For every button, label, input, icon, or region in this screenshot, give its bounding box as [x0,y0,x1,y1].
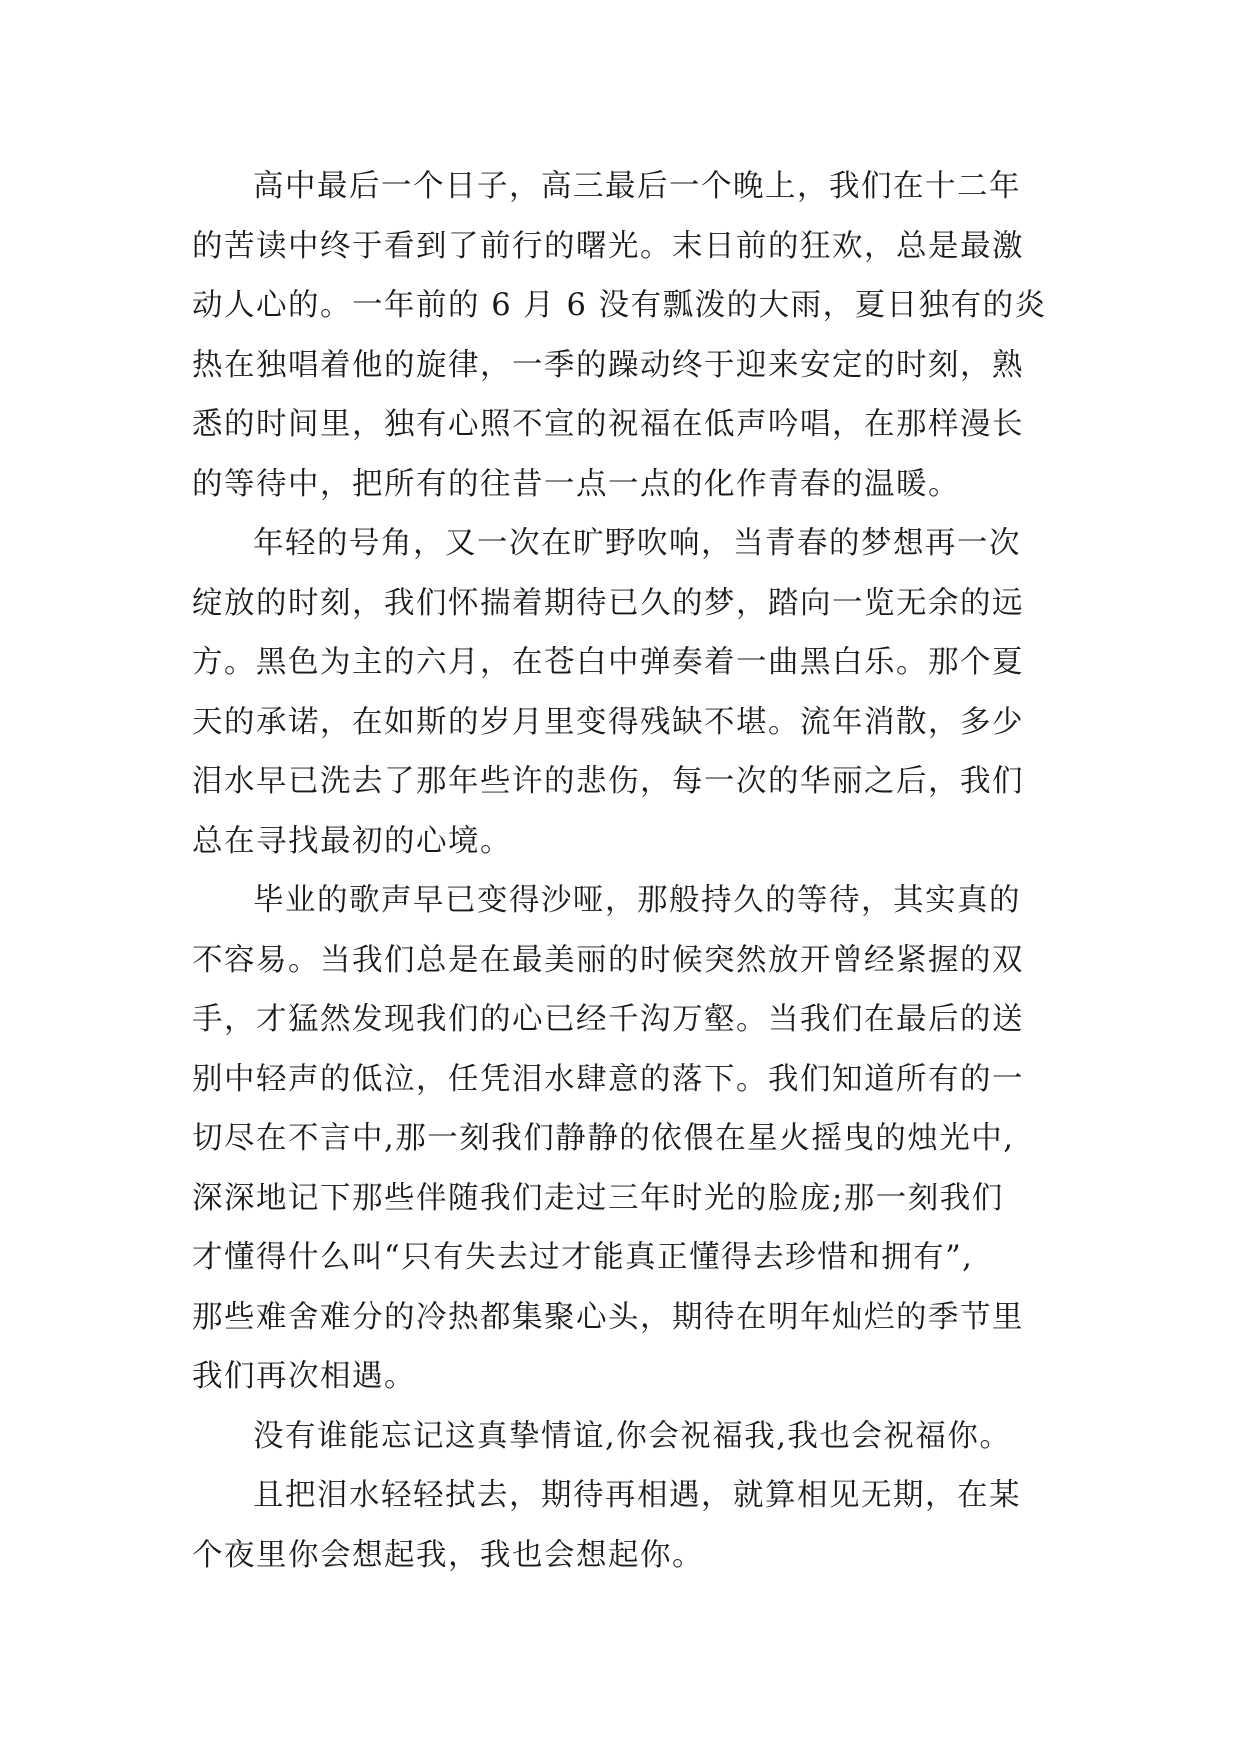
paragraph-4: 没有谁能忘记这真挚情谊,你会祝福我,我也会祝福你。 [253,1418,1012,1454]
paragraph-3: 毕业的歌声早已变得沙哑，那般持久的等待，其实真的 不容易。当我们总是在最美丽的时候突然放开曾经紧握的双 手，才猛然发现我们的心已经千沟万壑。当我们在最后的送 别中轻声的低泣，任凭泪水肆意的落下。我们知道所有的一 切尽在不言中,那一刻我们静静的依偎在星火摇曳的烛光中, 深深地记下那些伴随我们走过三年时光的脸庞;那一刻我们 才懂得什么叫“只有失去过才能真正懂得去珍惜和拥有”, 那些难舍难分的冷热都集聚心头，期待在明年灿烂的季节里 我们再次相遇。 [192,883,1024,1394]
paragraph-5: 且把泪水轻轻拭去，期待再相遇，就算相见无期，在某 个夜里你会想起我，我也会想起你。 [192,1478,1021,1573]
paragraph-1: 高中最后一个日子，高三最后一个晚上，我们在十二年 的苦读中终于看到了前行的曙光。末日前的狂欢，总是最激 动人心的。一年前的 6 月 6 没有瓢泼的大雨，夏日独有的炎 热在独唱着他的旋律，一季的躁动终于迎来安定的时刻，熟 悉的时间里，独有心照不宣的祝福在低声吟唱，在那样漫长 的等待中，把所有的往昔一点一点的化作青春的温暖。 [192,169,1047,502]
document-body [192,157,1052,1585]
paragraph-2: 年轻的号角，又一次在旷野吹响，当青春的梦想再一次 绽放的时刻，我们怀揣着期待已久的梦，踏向一览无余的远 方。黑色为主的六月，在苍白中弹奏着一曲黑白乐。那个夏 天的承诺，在如斯的岁月里变得残缺不堪。流年消散，多少 泪水早已洗去了那年些许的悲伤，每一次的华丽之后，我们 总在寻找最初的心境。 [192,526,1024,859]
